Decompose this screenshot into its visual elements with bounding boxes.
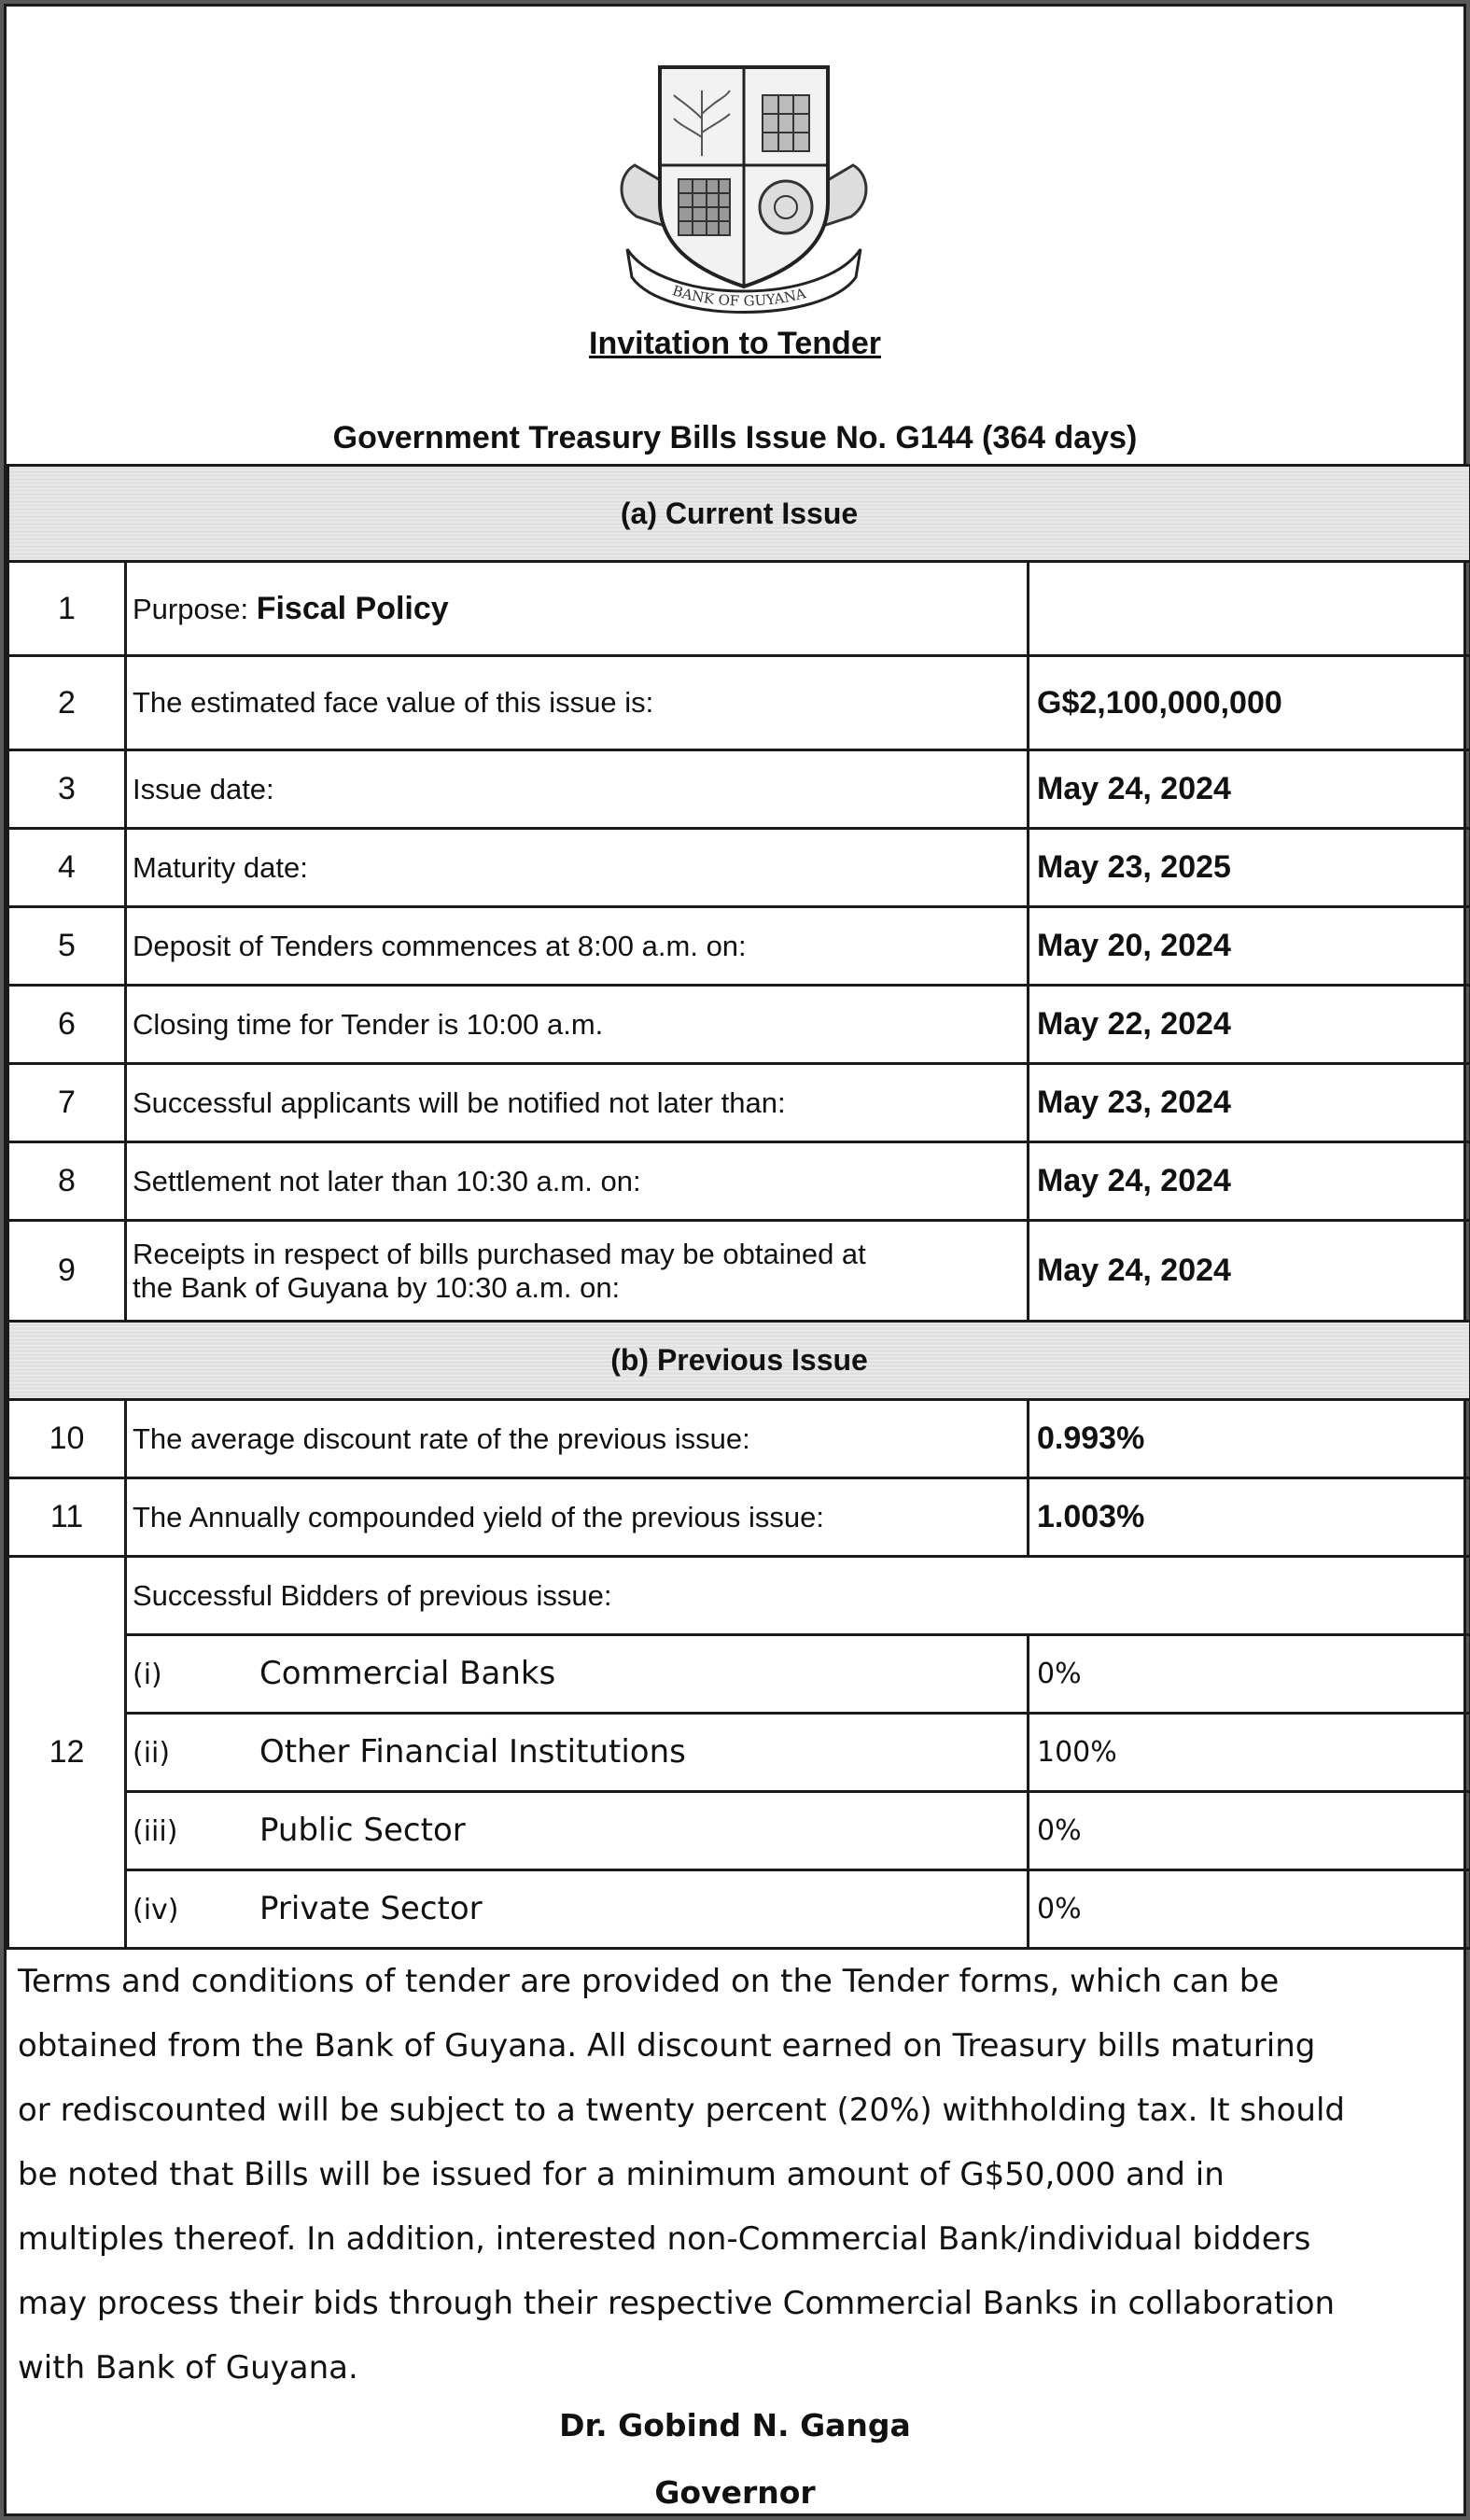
bidders-label: Successful Bidders of previous issue: <box>126 1557 1470 1635</box>
bidder-row <box>8 1870 1470 1949</box>
row-label: Successful applicants will be notified not later than: <box>126 1064 1029 1142</box>
bidder-category <box>126 1870 1029 1949</box>
table-row <box>8 1400 1470 1478</box>
row-number: 11 <box>8 1478 126 1557</box>
bidder-row <box>8 1635 1470 1714</box>
row-number: 7 <box>8 1064 126 1142</box>
bidder-category <box>126 1635 1029 1714</box>
row-value: May 22, 2024 <box>1029 986 1470 1064</box>
row-value: May 20, 2024 <box>1029 907 1470 986</box>
table-row <box>8 1557 1470 1635</box>
row-value: May 24, 2024 <box>1029 750 1470 829</box>
row-label: Settlement not later than 10:30 a.m. on: <box>126 1142 1029 1221</box>
row-value: May 23, 2024 <box>1029 1064 1470 1142</box>
terms-paragraph <box>18 1950 1455 2401</box>
row-value: May 24, 2024 <box>1029 1221 1470 1322</box>
bidder-percent: 100% <box>1029 1714 1470 1792</box>
row-label-line: Receipts in respect of bills purchased may be obtained at <box>133 1237 866 1270</box>
terms-line: may process their bids through their respective Commercial Banks in collaboration <box>18 2285 1336 2322</box>
row-number: 9 <box>8 1221 126 1322</box>
purpose-label: Purpose: <box>133 592 249 625</box>
table-row <box>8 656 1470 750</box>
crest-motto-text: BANK OF GUYANA <box>670 282 808 310</box>
previous-issue-heading: (b) Previous Issue <box>8 1322 1470 1400</box>
table-row <box>8 986 1470 1064</box>
row-value: G$2,100,000,000 <box>1029 656 1470 750</box>
row-value: May 24, 2024 <box>1029 1142 1470 1221</box>
bidder-name: Other Financial Institutions <box>259 1732 686 1771</box>
table-row <box>8 750 1470 829</box>
document-page <box>4 4 1466 2516</box>
bidder-roman: (i) <box>133 1658 162 1691</box>
signatory-name: Dr. Gobind N. Ganga <box>559 2407 911 2443</box>
row-number: 12 <box>8 1557 126 1949</box>
row-value: May 23, 2025 <box>1029 829 1470 907</box>
bidder-row <box>8 1792 1470 1870</box>
document-title: Invitation to Tender <box>589 326 881 361</box>
row-label: Issue date: <box>126 750 1029 829</box>
row-label: Maturity date: <box>126 829 1029 907</box>
purpose-value: Fiscal Policy <box>256 590 449 626</box>
row-number: 8 <box>8 1142 126 1221</box>
row-number: 10 <box>8 1400 126 1478</box>
table-row <box>8 1064 1470 1142</box>
row-label <box>126 562 1029 656</box>
terms-line: be noted that Bills will be issued for a minimum amount of G$50,000 and in <box>18 2156 1225 2193</box>
bidder-percent: 0% <box>1029 1870 1470 1949</box>
row-value <box>1029 562 1470 656</box>
terms-line: multiples thereof. In addition, interested non-Commercial Bank/individual bidders <box>18 2220 1311 2258</box>
bidder-category <box>126 1714 1029 1792</box>
section-heading-row <box>8 466 1470 562</box>
section-heading-row <box>8 1322 1470 1400</box>
table-row <box>8 1221 1470 1322</box>
row-number: 3 <box>8 750 126 829</box>
bank-of-guyana-crest-logo <box>609 63 879 319</box>
terms-line: obtained from the Bank of Guyana. All discount earned on Treasury bills maturing <box>18 2027 1316 2065</box>
row-number: 5 <box>8 907 126 986</box>
row-label: The estimated face value of this issue is: <box>126 656 1029 750</box>
bidder-percent: 0% <box>1029 1635 1470 1714</box>
signatory-title: Governor <box>654 2474 816 2511</box>
row-value: 0.993% <box>1029 1400 1470 1478</box>
row-label: The Annually compounded yield of the previous issue: <box>126 1478 1029 1557</box>
bidder-percent: 0% <box>1029 1792 1470 1870</box>
tender-details-table <box>7 464 1470 1950</box>
table-row <box>8 907 1470 986</box>
bidder-name: Commercial Banks <box>259 1654 556 1692</box>
bidder-name: Private Sector <box>259 1889 483 1927</box>
row-number: 2 <box>8 656 126 750</box>
document-subtitle: Government Treasury Bills Issue No. G144 (364 days) <box>332 420 1138 455</box>
bidder-roman: (ii) <box>133 1736 171 1770</box>
bidder-roman: (iv) <box>133 1893 179 1926</box>
bidder-roman: (iii) <box>133 1814 178 1848</box>
row-value: 1.003% <box>1029 1478 1470 1557</box>
table-row <box>8 1478 1470 1557</box>
terms-line: with Bank of Guyana. <box>18 2349 358 2387</box>
bidder-row <box>8 1714 1470 1792</box>
row-label <box>126 1221 1029 1322</box>
bidder-category <box>126 1792 1029 1870</box>
bidder-name: Public Sector <box>259 1811 466 1849</box>
row-label: Deposit of Tenders commences at 8:00 a.m. on: <box>126 907 1029 986</box>
row-label: Closing time for Tender is 10:00 a.m. <box>126 986 1029 1064</box>
document-header <box>7 7 1463 464</box>
table-row <box>8 562 1470 656</box>
terms-line: or rediscounted will be subject to a twenty percent (20%) withholding tax. It should <box>18 2092 1346 2129</box>
current-issue-heading: (a) Current Issue <box>8 466 1470 562</box>
table-row <box>8 829 1470 907</box>
table-row <box>8 1142 1470 1221</box>
row-label-line: the Bank of Guyana by 10:30 a.m. on: <box>133 1270 621 1304</box>
terms-line: Terms and conditions of tender are provided on the Tender forms, which can be <box>18 1963 1280 2000</box>
row-label: The average discount rate of the previous issue: <box>126 1400 1029 1478</box>
row-number: 4 <box>8 829 126 907</box>
row-number: 1 <box>8 562 126 656</box>
row-number: 6 <box>8 986 126 1064</box>
